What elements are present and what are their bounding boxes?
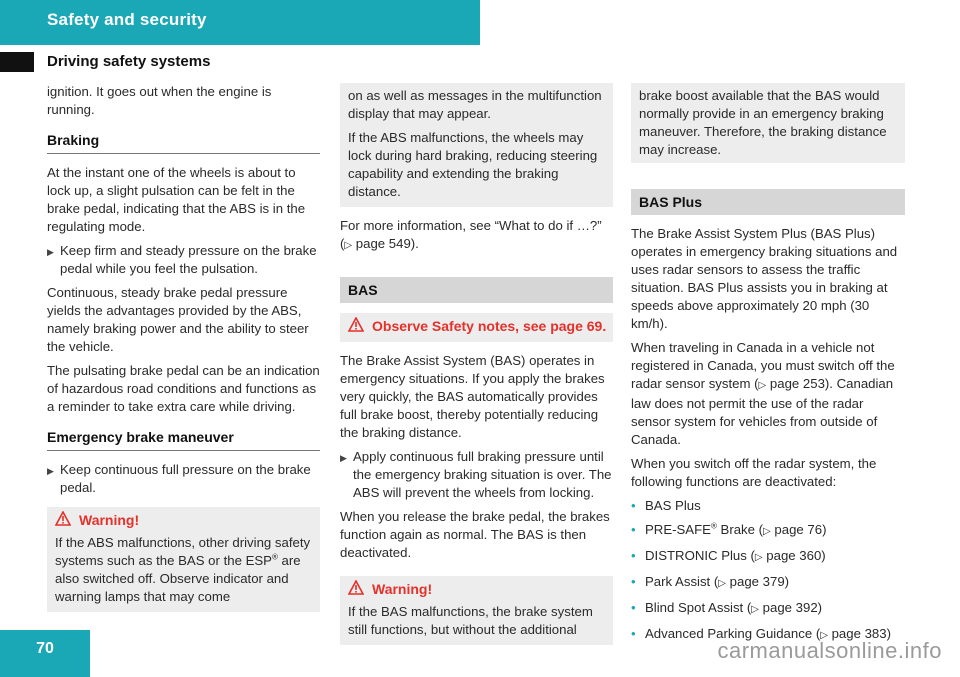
page-reference-icon: ▷ [751,604,759,615]
braking-instruction: Keep firm and steady pressure on the brake pedal while you feel the pulsation. [60,243,317,276]
page-reference-icon: ▷ [344,240,353,251]
page-number-box [0,630,90,677]
column-2 [340,83,613,655]
intro-text: ignition. It goes out when the engine is running. [47,84,272,117]
bas-heading: BAS [340,277,613,303]
list-item: • Advanced Parking Guidance (▷ page 383) [631,625,905,645]
list-item: • PRE-SAFE® Brake (▷ page 76) [631,521,905,541]
caution-box [340,313,613,342]
warning-triangle-icon [55,511,73,530]
warning-box [47,507,320,612]
page-reference-icon: ▷ [754,552,763,563]
list-item [340,448,613,502]
list-item: • BAS Plus [631,498,701,513]
column-3 [631,83,905,651]
warning-text: If the BAS malfunctions, the brake system still functions, but without the additional [348,604,593,637]
warning-box-continued [631,83,905,163]
bas-instruction: Apply continuous full braking pressure until the emergency braking situation is over. The ABS will prevent the wheels from locking. [353,449,612,500]
caution-title: Observe Safety notes, see page 69. [372,318,607,334]
section-title: Safety and security [47,10,207,29]
warning-triangle-icon [348,580,366,599]
list-item [47,242,320,278]
warning-triangle-icon [348,317,366,336]
arrow-bullet-icon: ▶ [340,453,347,463]
braking-paragraph-2: Continuous, steady brake pedal pressure yields the advantages provided by the ABS, namely braking power and the ability to steer the vehicle. [47,285,309,354]
bullet-dot-icon: • [631,574,636,589]
page-number: 70 [36,640,54,657]
page-reference-icon: ▷ [763,526,771,537]
emergency-instruction: Keep continuous full pressure on the brake pedal. [60,462,311,495]
page-reference-icon: ▷ [718,578,726,589]
warning-box [340,576,613,645]
caution-header [348,317,607,336]
braking-paragraph-1: At the instant one of the wheels is about to lock up, a slight pulsation can be felt in the brake pedal, indicating that the ABS is in the regulating mode. [47,165,306,234]
abs-malfunction-text: If the ABS malfunctions, the wheels may lock during hard braking, reducing steering capability and extending the braking distance. [348,130,598,199]
braking-paragraph-3: The pulsating brake pedal can be an indication of hazardous road conditions and functions as a reminder to take extra care while driving. [47,363,320,414]
list-item: • Blind Spot Assist (▷ page 392) [631,599,905,619]
list-item: • Park Assist (▷ page 379) [631,573,905,593]
bullet-dot-icon: • [631,548,636,563]
arrow-bullet-icon: ▶ [47,247,54,257]
bas-paragraph-1: The Brake Assist System (BAS) operates in emergency situations. If you apply the brakes very quickly, the BAS automatically provides full brake boost, thereby potentially reducing the braking distance. [340,353,605,440]
warning-continued-text: on as well as messages in the multifunction display that may appear. [348,88,602,121]
warning-text: If the ABS malfunctions, other driving safety systems such as the BAS or the ESP® are also switched off. Observe indicator and warning lamps that may come [55,535,311,604]
bullet-dot-icon: • [631,600,636,615]
subsection-marker [0,52,34,72]
more-info-reference: For more information, see “What to do if …?” (▷ page 549). [340,218,602,251]
braking-heading: Braking [47,131,320,154]
bas-paragraph-2: When you release the brake pedal, the brakes function again as normal. The BAS is then deactivated. [340,509,610,560]
page-reference-icon: ▷ [758,380,767,391]
arrow-bullet-icon: ▶ [47,466,54,476]
bas-plus-heading: BAS Plus [631,189,905,215]
subsection-title: Driving safety systems [47,53,211,70]
column-1 [47,83,320,622]
warning-title: Warning! [79,512,140,528]
warning-continued-text: brake boost available that the BAS would normally provide in an emergency braking maneuver. Therefore, the braking distance may increase. [639,88,887,157]
warning-title: Warning! [372,581,433,597]
page-reference-icon: ▷ [820,630,828,641]
bas-plus-paragraph-1: The Brake Assist System Plus (BAS Plus) operates in emergency braking situations and uses radar sensors to assess the traffic situation. BAS Plus assists you in braking at speeds above approximately 20 mph (30 km/h). [631,226,898,331]
bullet-dot-icon: • [631,498,636,513]
bullet-dot-icon: • [631,522,636,537]
watermark: carmanualsonline.info [717,638,942,663]
emergency-heading: Emergency brake maneuver [47,428,320,451]
warning-header [55,511,314,530]
list-item [47,461,320,497]
deactivated-intro: When you switch off the radar system, the following functions are deactivated: [631,456,877,489]
bullet-dot-icon: • [631,626,636,641]
warning-header [348,580,607,599]
list-item: • DISTRONIC Plus (▷ page 360) [631,547,905,567]
warning-box-continued [340,83,613,207]
canada-paragraph: When traveling in Canada in a vehicle not registered in Canada, you must switch off the radar sensor system (▷ page 253). Canadian law does not permit the use of the radar sensor system for vehicles from outside of Canada. [631,340,895,447]
